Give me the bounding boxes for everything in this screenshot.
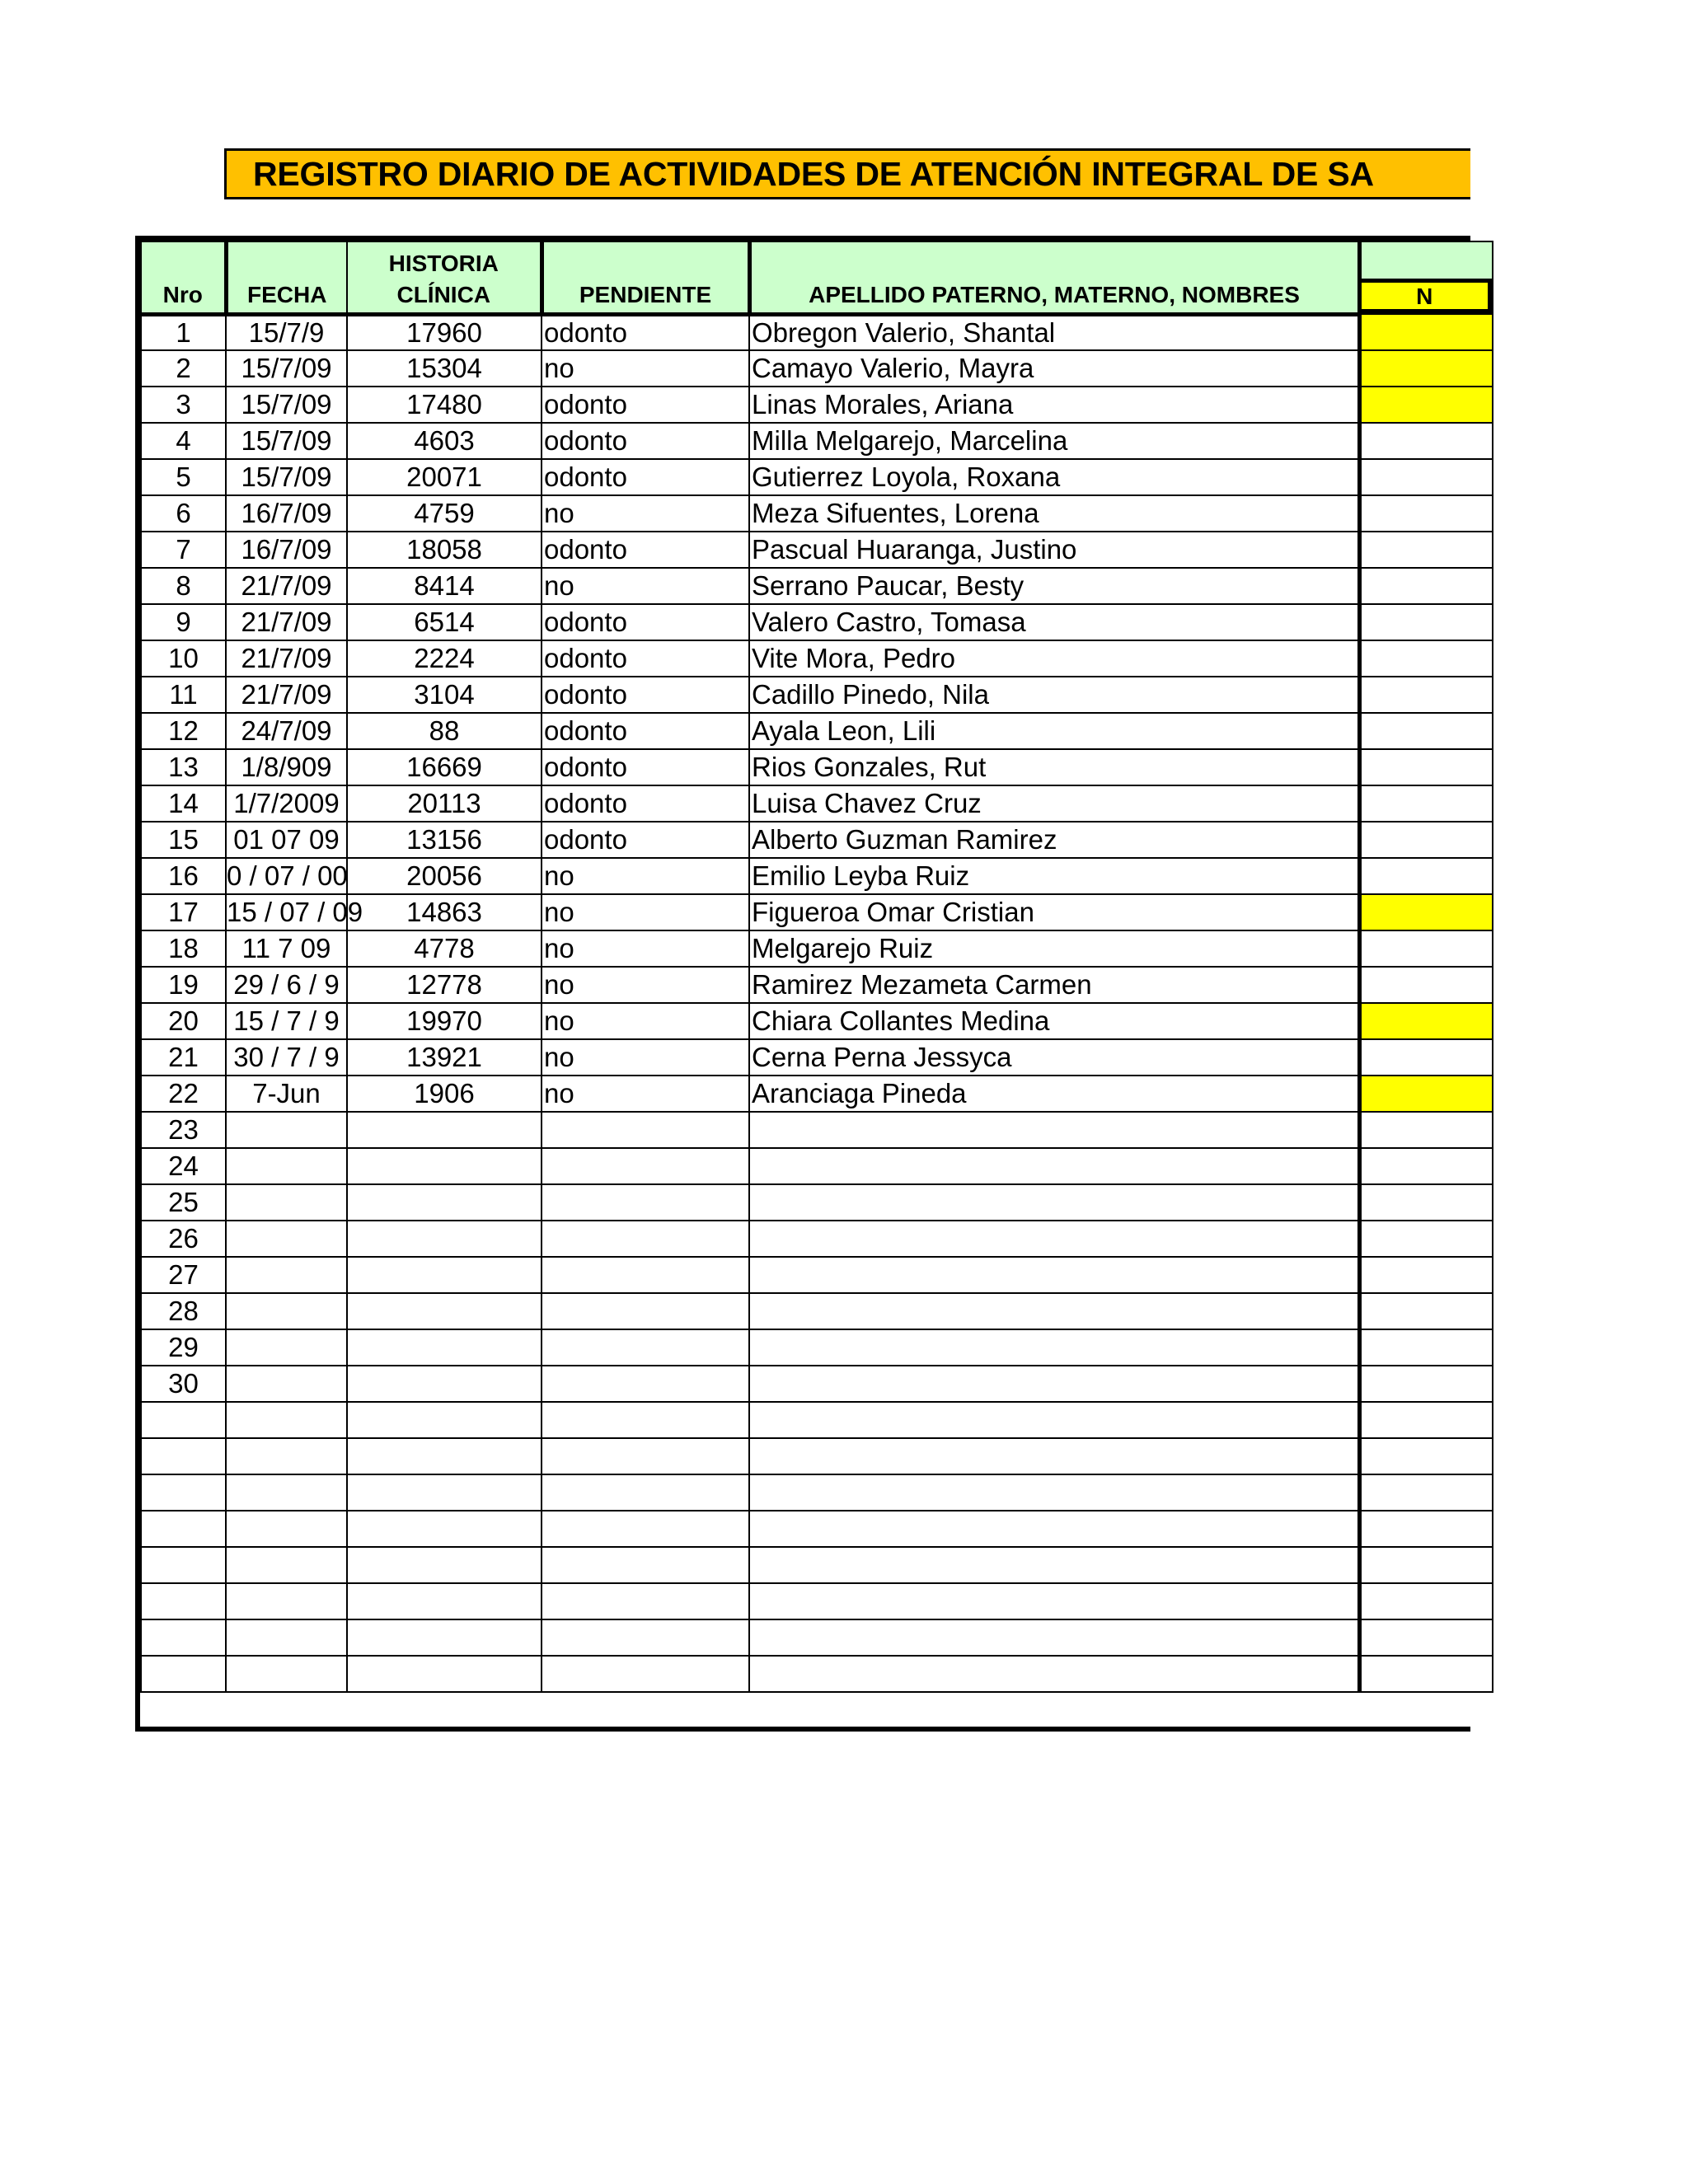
cell-pendiente[interactable] — [542, 1547, 749, 1583]
cell-historia-clinica[interactable]: 15304 — [347, 350, 542, 387]
cell-fecha[interactable] — [226, 1184, 347, 1221]
cell-nombres[interactable] — [749, 1619, 1359, 1656]
cell-historia-clinica[interactable] — [347, 1474, 542, 1511]
cell-pendiente[interactable]: no — [542, 967, 749, 1003]
cell-n[interactable] — [1359, 1583, 1493, 1619]
cell-fecha[interactable] — [226, 1257, 347, 1293]
cell-historia-clinica[interactable] — [347, 1402, 542, 1438]
cell-historia-clinica[interactable]: 14863 — [347, 894, 542, 930]
cell-pendiente[interactable] — [542, 1656, 749, 1692]
table-row — [141, 1656, 1493, 1692]
cell-nro[interactable]: 4 — [141, 423, 226, 459]
cell-nro[interactable]: 8 — [141, 568, 226, 604]
cell-nro[interactable]: 28 — [141, 1293, 226, 1329]
cell-n[interactable] — [1359, 1474, 1493, 1511]
cell-n[interactable] — [1359, 1402, 1493, 1438]
cell-n[interactable] — [1359, 1547, 1493, 1583]
cell-pendiente[interactable] — [542, 1293, 749, 1329]
cell-nombres[interactable]: Obregon Valerio, Shantal — [749, 314, 1359, 350]
cell-pendiente[interactable] — [542, 1619, 749, 1656]
cell-nro[interactable]: 26 — [141, 1221, 226, 1257]
cell-fecha[interactable] — [226, 1656, 347, 1692]
cell-nombres[interactable]: Cerna Perna Jessyca — [749, 1039, 1359, 1076]
cell-nombres[interactable]: Chiara Collantes Medina — [749, 1003, 1359, 1039]
cell-n[interactable] — [1359, 1511, 1493, 1547]
cell-n[interactable] — [1359, 495, 1493, 532]
cell-fecha[interactable] — [226, 1221, 347, 1257]
cell-n[interactable] — [1359, 1257, 1493, 1293]
cell-nro[interactable]: 11 — [141, 677, 226, 713]
cell-fecha[interactable] — [226, 1474, 347, 1511]
cell-pendiente[interactable]: odonto — [542, 459, 749, 495]
cell-nombres[interactable]: Linas Morales, Ariana — [749, 387, 1359, 423]
cell-nro[interactable]: 30 — [141, 1366, 226, 1402]
table-row — [141, 387, 1493, 423]
cell-historia-clinica[interactable]: 19970 — [347, 1003, 542, 1039]
cell-pendiente[interactable] — [542, 1329, 749, 1366]
cell-fecha[interactable]: 7-Jun — [226, 1076, 347, 1112]
header-n — [1359, 241, 1493, 314]
table-row — [141, 1076, 1493, 1112]
cell-historia-clinica[interactable] — [347, 1329, 542, 1366]
table-row — [141, 1148, 1493, 1184]
header-historia-line1: HISTORIA — [388, 250, 499, 276]
table-row — [141, 1221, 1493, 1257]
cell-fecha[interactable] — [226, 1148, 347, 1184]
cell-n[interactable] — [1359, 604, 1493, 640]
cell-pendiente[interactable]: odonto — [542, 640, 749, 677]
cell-nombres[interactable]: Rios Gonzales, Rut — [749, 749, 1359, 785]
cell-fecha[interactable] — [226, 1583, 347, 1619]
table-row — [141, 495, 1493, 532]
cell-nombres[interactable]: Gutierrez Loyola, Roxana — [749, 459, 1359, 495]
cell-historia-clinica[interactable]: 20071 — [347, 459, 542, 495]
cell-nombres[interactable]: Emilio Leyba Ruiz — [749, 858, 1359, 894]
cell-nro[interactable]: 25 — [141, 1184, 226, 1221]
cell-fecha[interactable]: 1/8/909 — [226, 749, 347, 785]
cell-nro[interactable] — [141, 1438, 226, 1474]
table-row — [141, 1366, 1493, 1402]
cell-fecha[interactable]: 1/7/2009 — [226, 785, 347, 822]
table-row — [141, 640, 1493, 677]
cell-n[interactable] — [1359, 1184, 1493, 1221]
header-n-label: N — [1362, 279, 1493, 313]
table-row — [141, 1511, 1493, 1547]
cell-nro[interactable]: 14 — [141, 785, 226, 822]
cell-nro[interactable] — [141, 1511, 226, 1547]
cell-n[interactable] — [1359, 1656, 1493, 1692]
cell-historia-clinica[interactable] — [347, 1112, 542, 1148]
cell-pendiente[interactable]: no — [542, 930, 749, 967]
cell-pendiente[interactable]: odonto — [542, 314, 749, 350]
cell-nro[interactable] — [141, 1583, 226, 1619]
cell-fecha[interactable]: 16/7/09 — [226, 532, 347, 568]
cell-nombres[interactable] — [749, 1221, 1359, 1257]
cell-n[interactable] — [1359, 858, 1493, 894]
cell-n[interactable] — [1359, 387, 1493, 423]
cell-historia-clinica[interactable] — [347, 1293, 542, 1329]
cell-historia-clinica[interactable]: 6514 — [347, 604, 542, 640]
cell-historia-clinica[interactable]: 12778 — [347, 967, 542, 1003]
cell-fecha[interactable] — [226, 1511, 347, 1547]
cell-pendiente[interactable]: odonto — [542, 387, 749, 423]
table-row — [141, 532, 1493, 568]
table-row — [141, 459, 1493, 495]
cell-n[interactable] — [1359, 1438, 1493, 1474]
sheet-title: REGISTRO DIARIO DE ACTIVIDADES DE ATENCIÓN INTEGRAL DE SA — [253, 155, 1374, 193]
cell-fecha[interactable] — [226, 1293, 347, 1329]
cell-nro[interactable]: 3 — [141, 387, 226, 423]
cell-nombres[interactable] — [749, 1184, 1359, 1221]
cell-pendiente[interactable]: odonto — [542, 604, 749, 640]
cell-n[interactable] — [1359, 532, 1493, 568]
cell-historia-clinica[interactable]: 18058 — [347, 532, 542, 568]
cell-historia-clinica[interactable] — [347, 1366, 542, 1402]
table-row — [141, 1257, 1493, 1293]
cell-pendiente[interactable]: no — [542, 1003, 749, 1039]
cell-historia-clinica[interactable] — [347, 1583, 542, 1619]
cell-historia-clinica[interactable]: 8414 — [347, 568, 542, 604]
cell-n[interactable] — [1359, 822, 1493, 858]
cell-nro[interactable]: 16 — [141, 858, 226, 894]
cell-nro[interactable]: 24 — [141, 1148, 226, 1184]
cell-nro[interactable]: 12 — [141, 713, 226, 749]
table-row — [141, 713, 1493, 749]
cell-fecha[interactable] — [226, 1547, 347, 1583]
cell-pendiente[interactable] — [542, 1148, 749, 1184]
sheet-title-box — [224, 148, 1470, 199]
cell-nro[interactable]: 5 — [141, 459, 226, 495]
cell-historia-clinica[interactable] — [347, 1148, 542, 1184]
cell-pendiente[interactable]: odonto — [542, 713, 749, 749]
table-row — [141, 749, 1493, 785]
cell-fecha[interactable] — [226, 1366, 347, 1402]
cell-nro[interactable] — [141, 1547, 226, 1583]
table-row — [141, 894, 1493, 930]
cell-nombres[interactable] — [749, 1148, 1359, 1184]
cell-nro[interactable] — [141, 1474, 226, 1511]
table-row — [141, 930, 1493, 967]
table-row — [141, 785, 1493, 822]
cell-nombres[interactable] — [749, 1329, 1359, 1366]
cell-historia-clinica[interactable]: 2224 — [347, 640, 542, 677]
cell-nombres[interactable]: Aranciaga Pineda — [749, 1076, 1359, 1112]
cell-n[interactable] — [1359, 1221, 1493, 1257]
cell-pendiente[interactable] — [542, 1221, 749, 1257]
cell-historia-clinica[interactable] — [347, 1257, 542, 1293]
table-row — [141, 350, 1493, 387]
cell-pendiente[interactable]: no — [542, 568, 749, 604]
cell-nro[interactable]: 29 — [141, 1329, 226, 1366]
cell-nro[interactable]: 17 — [141, 894, 226, 930]
cell-historia-clinica[interactable]: 13156 — [347, 822, 542, 858]
header-historia-line2: CLÍNICA — [396, 281, 491, 307]
cell-fecha[interactable]: 29 / 6 / 9 — [226, 967, 347, 1003]
cell-nombres[interactable]: Melgarejo Ruiz — [749, 930, 1359, 967]
cell-nombres[interactable] — [749, 1257, 1359, 1293]
cell-pendiente[interactable] — [542, 1438, 749, 1474]
cell-historia-clinica[interactable]: 20113 — [347, 785, 542, 822]
cell-n[interactable] — [1359, 314, 1493, 350]
cell-fecha[interactable]: 15 / 07 / 09 — [226, 894, 347, 930]
cell-pendiente[interactable]: no — [542, 495, 749, 532]
cell-nro[interactable]: 21 — [141, 1039, 226, 1076]
cell-nro[interactable] — [141, 1619, 226, 1656]
cell-historia-clinica[interactable] — [347, 1656, 542, 1692]
cell-pendiente[interactable] — [542, 1511, 749, 1547]
cell-nombres[interactable] — [749, 1656, 1359, 1692]
cell-fecha[interactable]: 15/7/9 — [226, 314, 347, 350]
cell-n[interactable] — [1359, 713, 1493, 749]
cell-nombres[interactable]: Valero Castro, Tomasa — [749, 604, 1359, 640]
cell-historia-clinica[interactable]: 4759 — [347, 495, 542, 532]
cell-n[interactable] — [1359, 423, 1493, 459]
cell-pendiente[interactable] — [542, 1583, 749, 1619]
cell-n[interactable] — [1359, 1148, 1493, 1184]
cell-nombres[interactable] — [749, 1366, 1359, 1402]
cell-historia-clinica[interactable]: 3104 — [347, 677, 542, 713]
header-nombres: APELLIDO PATERNO, MATERNO, NOMBRES — [749, 241, 1359, 314]
cell-historia-clinica[interactable]: 1906 — [347, 1076, 542, 1112]
cell-nombres[interactable]: Ayala Leon, Lili — [749, 713, 1359, 749]
cell-n[interactable] — [1359, 749, 1493, 785]
table-row — [141, 314, 1493, 350]
cell-fecha[interactable]: 21/7/09 — [226, 677, 347, 713]
cell-nombres[interactable] — [749, 1583, 1359, 1619]
cell-n[interactable] — [1359, 1076, 1493, 1112]
cell-fecha[interactable]: 21/7/09 — [226, 568, 347, 604]
cell-nombres[interactable] — [749, 1402, 1359, 1438]
cell-nombres[interactable]: Serrano Paucar, Besty — [749, 568, 1359, 604]
cell-nombres[interactable] — [749, 1474, 1359, 1511]
cell-pendiente[interactable]: odonto — [542, 749, 749, 785]
cell-nombres[interactable]: Ramirez Mezameta Carmen — [749, 967, 1359, 1003]
cell-historia-clinica[interactable] — [347, 1221, 542, 1257]
cell-nombres[interactable]: Milla Melgarejo, Marcelina — [749, 423, 1359, 459]
table-row — [141, 1112, 1493, 1148]
cell-n[interactable] — [1359, 1293, 1493, 1329]
cell-n[interactable] — [1359, 459, 1493, 495]
cell-nombres[interactable]: Alberto Guzman Ramirez — [749, 822, 1359, 858]
cell-fecha[interactable]: 11 7 09 — [226, 930, 347, 967]
cell-nro[interactable]: 1 — [141, 314, 226, 350]
cell-nombres[interactable] — [749, 1511, 1359, 1547]
cell-nro[interactable]: 15 — [141, 822, 226, 858]
table-row — [141, 1402, 1493, 1438]
cell-n[interactable] — [1359, 1329, 1493, 1366]
cell-fecha[interactable]: 21/7/09 — [226, 604, 347, 640]
cell-n[interactable] — [1359, 967, 1493, 1003]
cell-historia-clinica[interactable] — [347, 1547, 542, 1583]
cell-pendiente[interactable]: no — [542, 858, 749, 894]
table-row — [141, 858, 1493, 894]
cell-historia-clinica[interactable]: 4778 — [347, 930, 542, 967]
cell-fecha[interactable]: 15/7/09 — [226, 387, 347, 423]
cell-historia-clinica[interactable] — [347, 1511, 542, 1547]
cell-pendiente[interactable] — [542, 1366, 749, 1402]
header-fecha: FECHA — [226, 241, 347, 314]
cell-nro[interactable]: 27 — [141, 1257, 226, 1293]
cell-nro[interactable]: 10 — [141, 640, 226, 677]
cell-fecha[interactable] — [226, 1619, 347, 1656]
cell-nombres[interactable]: Vite Mora, Pedro — [749, 640, 1359, 677]
cell-pendiente[interactable] — [542, 1184, 749, 1221]
cell-historia-clinica[interactable]: 4603 — [347, 423, 542, 459]
cell-pendiente[interactable]: no — [542, 894, 749, 930]
cell-pendiente[interactable] — [542, 1112, 749, 1148]
cell-pendiente[interactable] — [542, 1402, 749, 1438]
table-row — [141, 423, 1493, 459]
table-row — [141, 568, 1493, 604]
cell-fecha[interactable]: 16/7/09 — [226, 495, 347, 532]
cell-n[interactable] — [1359, 930, 1493, 967]
table-row — [141, 1438, 1493, 1474]
cell-n[interactable] — [1359, 1366, 1493, 1402]
cell-nombres[interactable]: Meza Sifuentes, Lorena — [749, 495, 1359, 532]
header-nro: Nro — [141, 241, 226, 314]
cell-historia-clinica[interactable] — [347, 1438, 542, 1474]
cell-pendiente[interactable]: no — [542, 1039, 749, 1076]
cell-pendiente[interactable]: no — [542, 350, 749, 387]
cell-pendiente[interactable]: no — [542, 1076, 749, 1112]
cell-n[interactable] — [1359, 350, 1493, 387]
cell-nro[interactable]: 22 — [141, 1076, 226, 1112]
cell-nro[interactable]: 19 — [141, 967, 226, 1003]
cell-n[interactable] — [1359, 894, 1493, 930]
cell-fecha[interactable]: 15/7/09 — [226, 459, 347, 495]
cell-nombres[interactable] — [749, 1438, 1359, 1474]
cell-nro[interactable]: 2 — [141, 350, 226, 387]
cell-n[interactable] — [1359, 785, 1493, 822]
cell-fecha[interactable]: 21/7/09 — [226, 640, 347, 677]
table-row — [141, 822, 1493, 858]
cell-historia-clinica[interactable]: 13921 — [347, 1039, 542, 1076]
table-row — [141, 677, 1493, 713]
cell-fecha[interactable] — [226, 1329, 347, 1366]
cell-fecha[interactable]: 15/7/09 — [226, 423, 347, 459]
cell-historia-clinica[interactable]: 88 — [347, 713, 542, 749]
cell-fecha[interactable] — [226, 1402, 347, 1438]
table-row — [141, 1003, 1493, 1039]
cell-nombres[interactable]: Luisa Chavez Cruz — [749, 785, 1359, 822]
cell-n[interactable] — [1359, 568, 1493, 604]
cell-nombres[interactable]: Pascual Huaranga, Justino — [749, 532, 1359, 568]
cell-nro[interactable]: 20 — [141, 1003, 226, 1039]
table-row — [141, 1039, 1493, 1076]
cell-n[interactable] — [1359, 1112, 1493, 1148]
cell-nro[interactable] — [141, 1402, 226, 1438]
cell-n[interactable] — [1359, 1003, 1493, 1039]
table-body — [141, 314, 1493, 1692]
cell-nombres[interactable] — [749, 1112, 1359, 1148]
table-row — [141, 1293, 1493, 1329]
table-row — [141, 1184, 1493, 1221]
table-row — [141, 1329, 1493, 1366]
cell-n[interactable] — [1359, 1619, 1493, 1656]
cell-fecha[interactable]: 24/7/09 — [226, 713, 347, 749]
cell-historia-clinica[interactable]: 16669 — [347, 749, 542, 785]
cell-nro[interactable]: 18 — [141, 930, 226, 967]
cell-nombres[interactable] — [749, 1547, 1359, 1583]
cell-fecha[interactable]: 01 07 09 — [226, 822, 347, 858]
cell-fecha[interactable]: 15/7/09 — [226, 350, 347, 387]
cell-nro[interactable]: 23 — [141, 1112, 226, 1148]
cell-fecha[interactable] — [226, 1438, 347, 1474]
cell-pendiente[interactable] — [542, 1257, 749, 1293]
cell-nro[interactable]: 13 — [141, 749, 226, 785]
cell-n[interactable] — [1359, 1039, 1493, 1076]
table-row — [141, 604, 1493, 640]
cell-nro[interactable]: 6 — [141, 495, 226, 532]
cell-fecha[interactable] — [226, 1112, 347, 1148]
header-pendiente: PENDIENTE — [542, 241, 749, 314]
cell-historia-clinica[interactable]: 20056 — [347, 858, 542, 894]
cell-nro[interactable]: 7 — [141, 532, 226, 568]
cell-nombres[interactable]: Camayo Valerio, Mayra — [749, 350, 1359, 387]
cell-pendiente[interactable]: odonto — [542, 423, 749, 459]
cell-historia-clinica[interactable] — [347, 1619, 542, 1656]
cell-historia-clinica[interactable] — [347, 1184, 542, 1221]
cell-fecha[interactable]: 0 / 07 / 00 — [226, 858, 347, 894]
cell-historia-clinica[interactable]: 17480 — [347, 387, 542, 423]
cell-historia-clinica[interactable]: 17960 — [347, 314, 542, 350]
cell-n[interactable] — [1359, 677, 1493, 713]
activity-register-table — [135, 236, 1470, 1732]
cell-pendiente[interactable]: odonto — [542, 822, 749, 858]
cell-n[interactable] — [1359, 640, 1493, 677]
table-row — [141, 1547, 1493, 1583]
cell-nro[interactable] — [141, 1656, 226, 1692]
cell-pendiente[interactable] — [542, 1474, 749, 1511]
table-row — [141, 1583, 1493, 1619]
cell-nombres[interactable] — [749, 1293, 1359, 1329]
cell-pendiente[interactable]: odonto — [542, 532, 749, 568]
cell-nro[interactable]: 9 — [141, 604, 226, 640]
cell-nombres[interactable]: Figueroa Omar Cristian — [749, 894, 1359, 930]
cell-nombres[interactable]: Cadillo Pinedo, Nila — [749, 677, 1359, 713]
cell-pendiente[interactable]: odonto — [542, 677, 749, 713]
cell-pendiente[interactable]: odonto — [542, 785, 749, 822]
cell-fecha[interactable]: 15 / 7 / 9 — [226, 1003, 347, 1039]
table-row — [141, 967, 1493, 1003]
table-row — [141, 1619, 1493, 1656]
header-historia-clinica — [347, 241, 542, 314]
table-row — [141, 1474, 1493, 1511]
cell-fecha[interactable]: 30 / 7 / 9 — [226, 1039, 347, 1076]
